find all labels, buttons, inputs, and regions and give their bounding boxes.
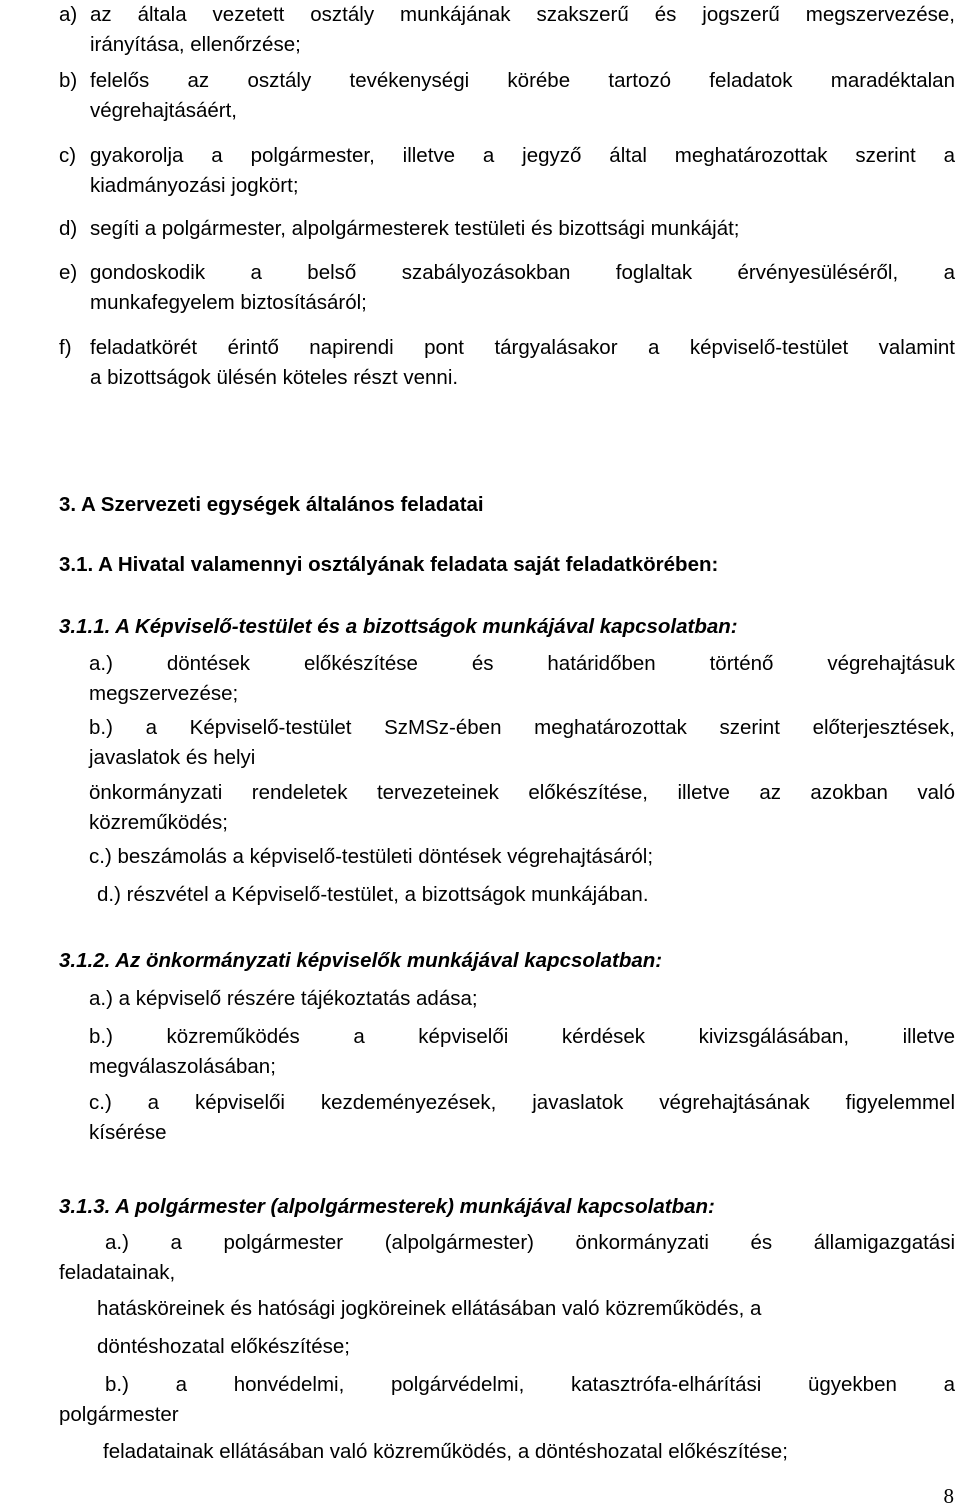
section-heading-3-1-2: 3.1.2. Az önkormányzati képviselők munkájával kapcsolatban:	[59, 949, 663, 972]
list-item-text: feladatkörét érintő napirendi pont tárgyalásakor a képviselő-testület valamint	[90, 336, 955, 359]
subitem-c: c.) beszámolás a képviselő-testületi döntések végrehajtásáról;	[89, 845, 654, 868]
list-item-label: a)	[59, 3, 78, 26]
subitem-a-cont: feladatainak,	[59, 1261, 176, 1284]
list-item-text: végrehajtásáért,	[90, 99, 238, 122]
list-item-text: gyakorolja a polgármester, illetve a jegyző által meghatározottak szerint a	[90, 144, 955, 167]
subitem-d: d.) részvétel a Képviselő-testület, a bizottságok munkájában.	[97, 883, 649, 906]
list-item-label: b)	[59, 69, 78, 92]
section-heading-3: 3. A Szervezeti egységek általános feladatai	[59, 493, 484, 516]
subitem-c: c.) a képviselői kezdeményezések, javaslatok végrehajtásának figyelemmel	[89, 1091, 955, 1114]
section-heading-3-1-3: 3.1.3. A polgármester (alpolgármesterek) munkájával kapcsolatban:	[59, 1195, 715, 1218]
list-item-text: felelős az osztály tevékenységi körébe tartozó feladatok maradéktalan	[90, 69, 955, 92]
subitem-b: b.) a honvédelmi, polgárvédelmi, katasztrófa-elhárítási ügyekben a	[105, 1373, 955, 1396]
subitem-a-cont: megszervezése;	[89, 682, 239, 705]
list-item-b	[59, 66, 955, 126]
subitem-b-cont: megválaszolásában;	[89, 1055, 276, 1078]
page-number: 8	[943, 1484, 954, 1508]
subitem-a: a.) a polgármester (alpolgármester) önkormányzati és államigazgatási	[105, 1231, 955, 1254]
list-item-label: e)	[59, 261, 78, 284]
list-item-label: d)	[59, 217, 78, 240]
list-item-text: segíti a polgármester, alpolgármesterek testületi és bizottsági munkáját;	[90, 217, 740, 240]
subitem-a-cont: döntéshozatal előkészítése;	[97, 1335, 350, 1358]
list-item-e	[59, 258, 955, 318]
list-item-f	[59, 333, 955, 393]
list-item-text: gondoskodik a belső szabályozásokban foglaltak érvényesüléséről, a	[90, 261, 955, 284]
list-item-label: f)	[59, 336, 72, 359]
list-item-d	[59, 214, 955, 244]
list-item-a	[59, 0, 955, 60]
subitem-b: b.) a Képviselő-testület SzMSz-ében meghatározottak szerint előterjesztések,	[89, 716, 955, 739]
section-heading-3-1-1: 3.1.1. A Képviselő-testület és a bizottságok munkájával kapcsolatban:	[59, 615, 738, 638]
subitem-b-cont: polgármester	[59, 1403, 179, 1426]
list-item-label: c)	[59, 144, 77, 167]
subitem-b: b.) közreműködés a képviselői kérdések kivizsgálásában, illetve	[89, 1025, 955, 1048]
list-item-text: kiadmányozási jogkört;	[90, 174, 299, 197]
list-item-text: munkafegyelem biztosításáról;	[90, 291, 367, 314]
list-item-text: irányítása, ellenőrzése;	[90, 33, 301, 56]
list-item-c	[59, 141, 955, 201]
list-item-text: a bizottságok ülésén köteles részt venni.	[90, 366, 459, 389]
subitem-a-cont: hatásköreinek és hatósági jogköreinek ellátásában való közreműködés, a	[97, 1297, 762, 1320]
section-heading-3-1: 3.1. A Hivatal valamennyi osztályának feladata saját feladatkörében:	[59, 553, 719, 576]
subitem-a: a.) a képviselő részére tájékoztatás adása;	[89, 987, 478, 1010]
subitem-b-cont: önkormányzati rendeletek tervezeteinek előkészítése, illetve az azokban való	[89, 781, 955, 804]
subitem-b-cont: feladatainak ellátásában való közreműködés, a döntéshozatal előkészítése;	[103, 1440, 788, 1463]
subitem-a: a.) döntések előkészítése és határidőben történő végrehajtásuk	[89, 652, 955, 675]
list-item-text: az általa vezetett osztály munkájának szakszerű és jogszerű megszervezése,	[90, 3, 955, 26]
subitem-b-cont: közreműködés;	[89, 811, 229, 834]
subitem-c-cont: kísérése	[89, 1121, 167, 1144]
subitem-b-cont: javaslatok és helyi	[89, 746, 256, 769]
